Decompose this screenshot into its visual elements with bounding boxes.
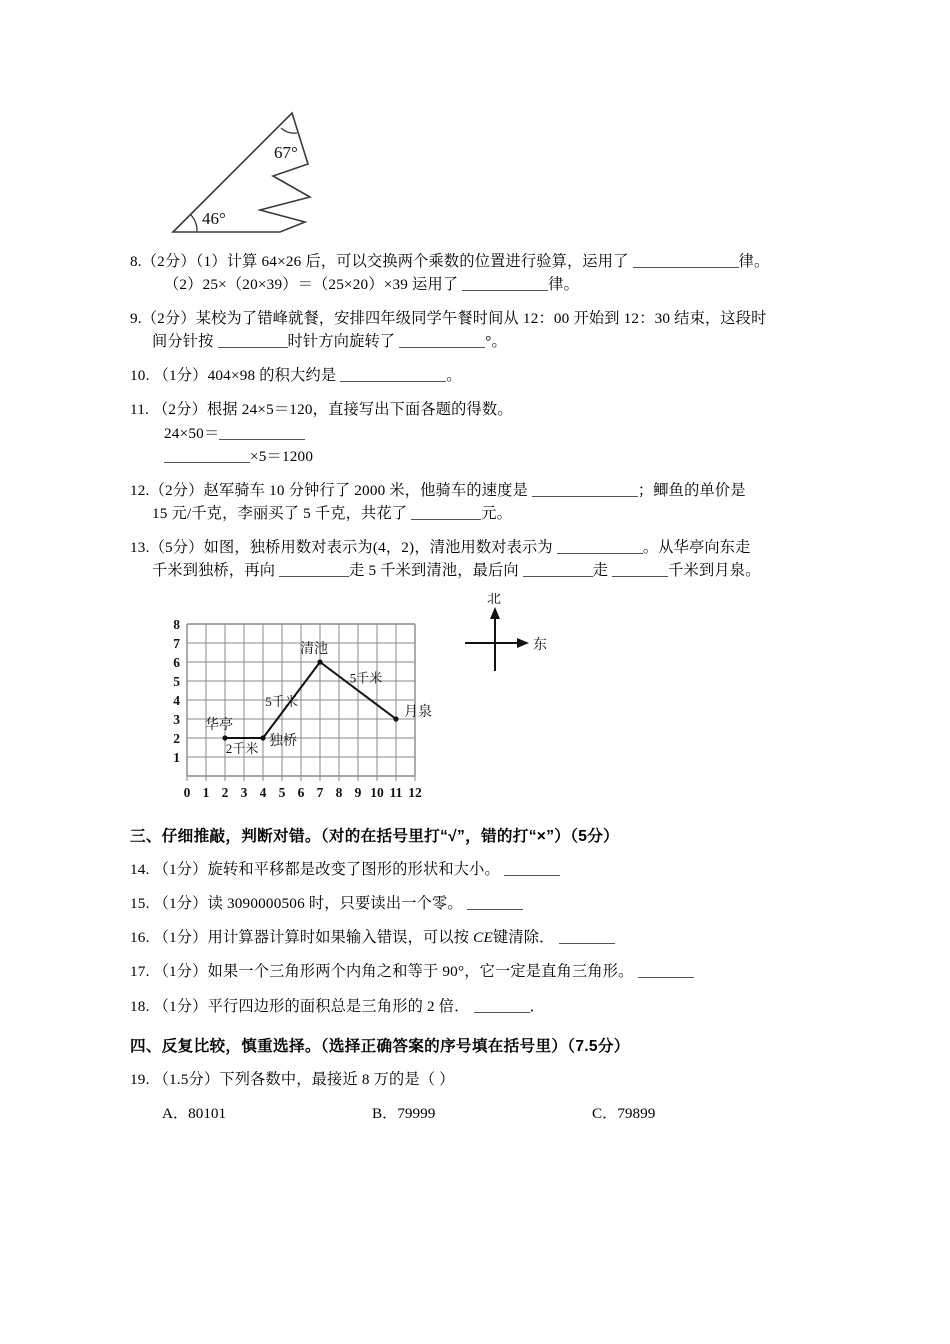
question-16-answer-blank[interactable] bbox=[559, 930, 615, 944]
q8-text-c: （2）25×（20×39）＝（25×20）×39 运用了 bbox=[164, 276, 463, 294]
question-17 bbox=[130, 960, 830, 983]
angle-arc-bottom-left bbox=[190, 214, 197, 232]
q13-text-c: 千米到独桥，再向 bbox=[152, 562, 280, 580]
chart-y-tick-labels bbox=[173, 617, 180, 765]
q11-text-a: 根据 24×5＝120，直接写出下面各题的得数。 bbox=[207, 401, 513, 419]
svg-text:5: 5 bbox=[173, 674, 180, 690]
q9-blank-2[interactable] bbox=[399, 334, 485, 348]
q12-text-a: 赵军骑车 10 分钟行了 2000 米，他骑车的速度是 bbox=[203, 481, 532, 499]
q11-text-c: ×5＝1200 bbox=[250, 447, 314, 465]
question-19-text: 下列各数中，最接近 8 万的是（ ） bbox=[219, 1070, 455, 1088]
question-17-number: 17. bbox=[130, 963, 150, 981]
question-14-number: 14. bbox=[130, 861, 150, 879]
q10-blank-1[interactable] bbox=[340, 368, 446, 382]
question-19-choices bbox=[130, 1102, 830, 1126]
question-11-line-3 bbox=[130, 445, 830, 468]
question-15-answer-blank[interactable] bbox=[467, 896, 523, 910]
question-19 bbox=[130, 1068, 830, 1091]
q9-blank-1[interactable] bbox=[218, 334, 288, 348]
q8-text-a: （1）计算 64×26 后，可以交换两个乘数的位置进行验算，运用了 bbox=[195, 253, 633, 270]
choice-c[interactable]: C．79899 bbox=[592, 1104, 656, 1122]
question-11-number: 11. bbox=[130, 401, 150, 419]
question-16-number: 16. bbox=[130, 929, 150, 947]
question-18-trailing: ． bbox=[529, 997, 545, 1015]
q13-text-a: 如图，独桥用数对表示为(4，2)，清池用数对表示为 bbox=[203, 538, 557, 556]
svg-text:5: 5 bbox=[278, 785, 286, 801]
question-17-answer-blank[interactable] bbox=[638, 964, 694, 978]
question-16-points: （1分） bbox=[153, 929, 208, 947]
q9-text-d: °。 bbox=[485, 333, 507, 351]
question-18-number: 18. bbox=[130, 997, 150, 1015]
svg-text:8: 8 bbox=[173, 617, 180, 633]
svg-text:6: 6 bbox=[297, 785, 305, 801]
question-18-text: 平行四边形的面积总是三角形的 2 倍． bbox=[207, 997, 470, 1015]
question-16-text-post: 键清除． bbox=[492, 929, 555, 947]
chart-x-tick-labels bbox=[184, 776, 422, 800]
question-8-number: 8. bbox=[130, 253, 142, 270]
q9-text-b: 间分针按 bbox=[152, 333, 218, 351]
svg-text:11: 11 bbox=[389, 785, 403, 801]
q12-text-b: ；鲫鱼的单价是 bbox=[637, 481, 746, 499]
q12-text-c: 15 元/千克，李丽买了 5 千克，共花了 bbox=[152, 504, 412, 522]
question-15-text: 读 3090000506 时，只要读出一个零。 bbox=[207, 895, 463, 913]
question-9-number: 9. bbox=[130, 310, 142, 328]
svg-text:0: 0 bbox=[183, 785, 191, 801]
svg-text:5千米: 5千米 bbox=[265, 694, 298, 710]
svg-text:7: 7 bbox=[316, 785, 324, 801]
svg-text:12: 12 bbox=[408, 785, 422, 801]
q13-blank-2[interactable] bbox=[279, 563, 349, 577]
choice-a[interactable]: A．80101 bbox=[162, 1104, 227, 1122]
question-13 bbox=[130, 536, 830, 582]
question-18 bbox=[130, 995, 830, 1018]
q8-text-d: 律。 bbox=[548, 276, 580, 294]
question-12-line-2 bbox=[130, 502, 830, 525]
q11-blank-2[interactable] bbox=[164, 449, 250, 463]
q9-text-c: 时针方向旋转了 bbox=[287, 333, 400, 351]
question-12-line-1 bbox=[130, 479, 830, 502]
question-9-line-2 bbox=[130, 330, 830, 353]
compass-rose bbox=[465, 593, 547, 671]
triangle-figure bbox=[140, 100, 400, 250]
question-10-points: （1分） bbox=[153, 367, 208, 385]
question-8 bbox=[130, 250, 830, 296]
question-11-line-1 bbox=[130, 398, 830, 421]
question-8-points: （2分） bbox=[141, 253, 196, 270]
svg-text:华亭: 华亭 bbox=[205, 718, 233, 734]
compass-east-label: 东 bbox=[533, 638, 547, 654]
q10-text-b: 。 bbox=[446, 367, 462, 385]
q9-text-a: 某校为了错峰就餐，安排四年级同学午餐时间从 12：00 开始到 12：30 结束，这段时 bbox=[195, 310, 767, 328]
q8-text-b: 律。 bbox=[738, 253, 770, 270]
angle-label-top: 67° bbox=[274, 143, 298, 162]
svg-text:3: 3 bbox=[240, 785, 248, 801]
svg-text:6: 6 bbox=[173, 655, 180, 671]
question-14-points: （1分） bbox=[153, 861, 208, 879]
svg-text:2: 2 bbox=[221, 785, 229, 801]
q10-text-a: 404×98 的积大约是 bbox=[207, 367, 341, 385]
svg-text:7: 7 bbox=[173, 636, 180, 652]
q8-blank-1[interactable] bbox=[633, 254, 739, 268]
triangle-outline bbox=[173, 113, 310, 232]
svg-text:3: 3 bbox=[173, 712, 180, 728]
svg-text:1: 1 bbox=[202, 785, 210, 801]
angle-label-bottom-left: 46° bbox=[202, 209, 226, 228]
q13-blank-3[interactable] bbox=[523, 563, 593, 577]
question-14-text: 旋转和平移都是改变了图形的形状和大小。 bbox=[207, 861, 500, 879]
question-11 bbox=[130, 398, 830, 467]
q11-text-b: 24×50＝ bbox=[164, 424, 220, 442]
question-9 bbox=[130, 307, 830, 353]
question-14-answer-blank[interactable] bbox=[504, 862, 560, 876]
question-14 bbox=[130, 858, 830, 881]
question-16 bbox=[130, 926, 830, 949]
question-11-points: （2分） bbox=[153, 401, 207, 419]
svg-text:10: 10 bbox=[370, 785, 384, 801]
question-10 bbox=[130, 364, 830, 387]
exam-content bbox=[130, 100, 830, 1126]
question-9-points: （2分） bbox=[141, 310, 196, 328]
svg-text:4: 4 bbox=[259, 785, 267, 801]
svg-text:9: 9 bbox=[354, 785, 362, 801]
section-four-heading: 四、反复比较，慎重选择。（选择正确答案的序号填在括号里）（7.5分） bbox=[130, 1037, 630, 1055]
question-15 bbox=[130, 892, 830, 915]
question-18-answer-blank[interactable] bbox=[474, 999, 530, 1013]
question-10-number: 10. bbox=[130, 367, 150, 385]
section-three-heading: 三、仔细推敲，判断对错。（对的在括号里打“√”，错的打“×”）（5分） bbox=[130, 828, 620, 846]
compass-north-label: 北 bbox=[487, 593, 501, 608]
angle-arc-top bbox=[281, 128, 297, 133]
svg-text:清池: 清池 bbox=[300, 642, 328, 658]
question-19-number: 19. bbox=[130, 1070, 150, 1088]
q11-blank-1[interactable] bbox=[219, 426, 305, 440]
question-13-points: （5分） bbox=[149, 538, 204, 556]
question-19-points: （1.5分） bbox=[153, 1070, 220, 1088]
question-17-points: （1分） bbox=[153, 963, 208, 981]
question-9-line-1 bbox=[130, 307, 830, 330]
q12-text-d: 元。 bbox=[481, 504, 512, 522]
svg-text:1: 1 bbox=[173, 750, 180, 766]
question-11-line-2 bbox=[130, 422, 830, 445]
question-10-line-1 bbox=[130, 364, 830, 387]
chart-point-labels bbox=[205, 641, 432, 749]
svg-text:月泉: 月泉 bbox=[404, 705, 432, 721]
question-12-points: （2分） bbox=[149, 481, 204, 499]
q8-blank-2[interactable] bbox=[462, 277, 548, 291]
question-8-line-1 bbox=[130, 250, 830, 273]
question-16-text-pre: 用计算器计算时如果输入错误，可以按 bbox=[207, 929, 474, 947]
question-8-line-2 bbox=[130, 273, 830, 296]
question-12-number: 12. bbox=[130, 481, 150, 499]
q12-blank-1[interactable] bbox=[532, 483, 638, 497]
q13-text-b: 。从华亭向东走 bbox=[642, 538, 751, 556]
q13-text-f: 千米到月泉。 bbox=[668, 562, 761, 580]
question-18-points: （1分） bbox=[153, 997, 208, 1015]
q13-text-d: 走 5 千米到清池，最后向 bbox=[349, 562, 523, 580]
question-13-line-1 bbox=[130, 536, 830, 559]
q13-blank-1[interactable] bbox=[557, 540, 643, 554]
svg-text:独桥: 独桥 bbox=[269, 734, 297, 750]
svg-text:8: 8 bbox=[335, 785, 343, 801]
q13-text-e: 走 bbox=[592, 562, 613, 580]
question-13-line-2 bbox=[130, 559, 830, 582]
question-16-ce-key: CE bbox=[473, 929, 493, 947]
question-12 bbox=[130, 479, 830, 525]
svg-text:5千米: 5千米 bbox=[349, 670, 383, 686]
question-15-number: 15. bbox=[130, 895, 150, 913]
svg-text:2千米: 2千米 bbox=[225, 741, 259, 757]
svg-text:2: 2 bbox=[173, 731, 180, 747]
q12-blank-2[interactable] bbox=[411, 506, 481, 520]
question-17-text: 如果一个三角形两个内角之和等于 90°，它一定是直角三角形。 bbox=[207, 963, 634, 981]
q13-blank-4[interactable] bbox=[612, 563, 668, 577]
question-13-number: 13. bbox=[130, 538, 150, 556]
question-15-points: （1分） bbox=[153, 895, 208, 913]
choice-b[interactable]: B．79999 bbox=[372, 1104, 436, 1122]
svg-text:4: 4 bbox=[173, 693, 180, 709]
coordinate-grid-chart bbox=[165, 593, 595, 808]
